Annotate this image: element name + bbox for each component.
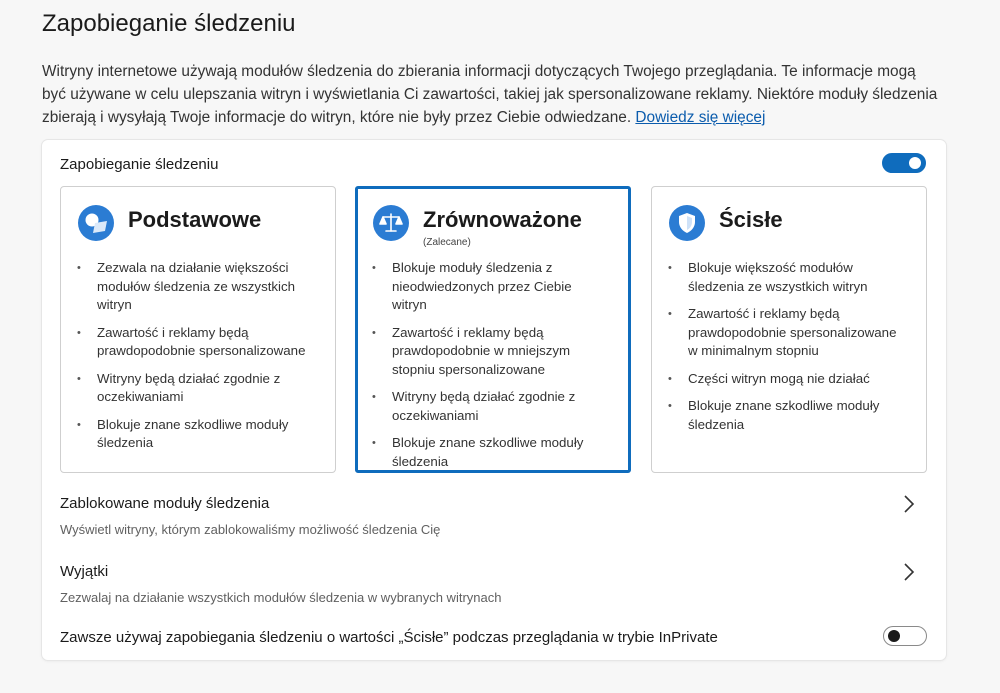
- inprivate-strict-toggle[interactable]: [883, 626, 927, 646]
- inprivate-strict-label: Zawsze używaj zapobiegania śledzeniu o wartości „Ścisłe” podczas przeglądania w trybie InPrivate: [60, 629, 718, 646]
- toggle-knob: [909, 157, 921, 169]
- chevron-right-icon: [902, 562, 916, 582]
- level-recommended-label: (Zalecane): [423, 237, 471, 248]
- exceptions-row[interactable]: [42, 560, 946, 612]
- list-item: • Zezwala na działanie większości modułów śledzenia ze wszystkich witryn: [77, 259, 307, 315]
- blocked-trackers-title: Zablokowane moduły śledzenia: [60, 495, 270, 512]
- page-description: [42, 60, 942, 129]
- level-bullets: [668, 259, 898, 443]
- page-title: Zapobieganie śledzeniu: [42, 10, 296, 37]
- level-balanced-option[interactable]: [355, 186, 631, 473]
- list-item: • Blokuje znane szkodliwe moduły śledzenia: [668, 397, 898, 434]
- list-item: • Zawartość i reklamy będą prawdopodobnie spersonalizowane w minimalnym stopniu: [668, 305, 898, 361]
- scales-icon: [373, 205, 409, 241]
- blocked-trackers-row[interactable]: [42, 492, 946, 544]
- description-text: Witryny internetowe używają modułów śledzenia do zbierania informacji dotyczących Twojego przeglądania. Te informacje mogą być używane w celu ulepszania witryn i wyświetlania Ci zawartości, takiej jak spersonalizowane reklamy. Niektóre moduły śledzenia zbierają i wysyłają Twoje informacje do witryn, które nie były przez Ciebie odwiedzane.: [42, 63, 938, 126]
- tracking-prevention-toggle[interactable]: [882, 153, 926, 173]
- list-item: • Zawartość i reklamy będą prawdopodobnie w mniejszym stopniu spersonalizowane: [372, 324, 602, 380]
- basic-shapes-icon: [78, 205, 114, 241]
- shield-icon: [669, 205, 705, 241]
- tracking-prevention-label: Zapobieganie śledzeniu: [60, 156, 219, 173]
- list-item: • Zawartość i reklamy będą prawdopodobnie spersonalizowane: [77, 324, 307, 361]
- list-item: • Blokuje znane szkodliwe moduły śledzenia: [372, 434, 602, 471]
- level-bullets: [372, 259, 602, 480]
- list-item: • Części witryn mogą nie działać: [668, 370, 898, 389]
- list-item: • Witryny będą działać zgodnie z oczekiwaniami: [372, 388, 602, 425]
- exceptions-subtitle: Zezwalaj na działanie wszystkich modułów śledzenia w wybranych witrynach: [60, 590, 502, 605]
- list-item: • Blokuje znane szkodliwe moduły śledzenia: [77, 416, 307, 453]
- chevron-right-icon: [902, 494, 916, 514]
- toggle-knob: [888, 630, 900, 642]
- inprivate-strict-row: [42, 626, 946, 652]
- tracking-prevention-card: [42, 140, 946, 660]
- exceptions-title: Wyjątki: [60, 563, 109, 580]
- learn-more-link[interactable]: Dowiedz się więcej: [635, 109, 766, 126]
- list-item: • Blokuje większość modułów śledzenia ze wszystkich witryn: [668, 259, 898, 296]
- blocked-trackers-subtitle: Wyświetl witryny, którym zablokowaliśmy możliwość śledzenia Cię: [60, 522, 441, 537]
- level-title: Ścisłe: [719, 207, 783, 232]
- level-bullets: [77, 259, 307, 462]
- list-item: • Witryny będą działać zgodnie z oczekiwaniami: [77, 370, 307, 407]
- level-strict-option[interactable]: [651, 186, 927, 473]
- level-title: Zrównoważone: [423, 207, 582, 232]
- level-basic-option[interactable]: [60, 186, 336, 473]
- list-item: • Blokuje moduły śledzenia z nieodwiedzonych przez Ciebie witryn: [372, 259, 602, 315]
- level-title: Podstawowe: [128, 207, 262, 232]
